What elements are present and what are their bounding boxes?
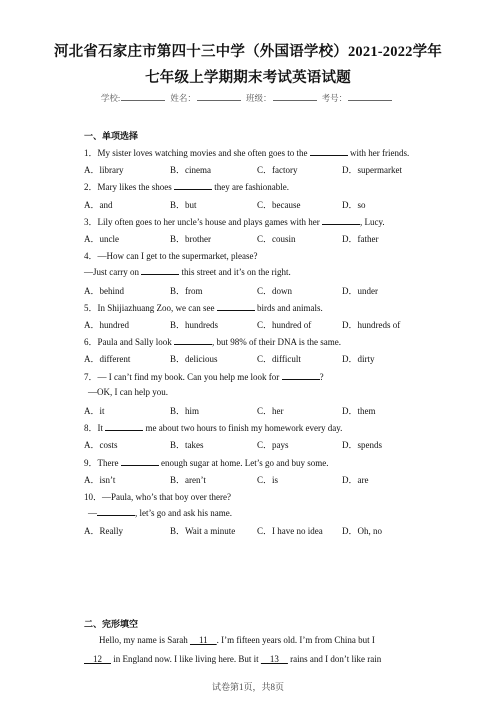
answer-option: B．hundreds [170, 320, 218, 330]
answer-option: D．under [342, 285, 378, 296]
class-blank [273, 92, 317, 101]
answer-option: A．hundred [84, 320, 129, 330]
answer-option: B．brother [170, 234, 211, 244]
question-stem: 7．— I can’t find my book. Can you help me look for ? [84, 371, 324, 382]
answer-option: D．supermarket [342, 165, 402, 176]
answer-option: C．factory [257, 165, 298, 176]
answer-blank [217, 302, 255, 311]
answer-option: A．isn’t [84, 474, 116, 485]
answer-option: D．dirty [342, 354, 375, 365]
answer-option: C．cousin [257, 234, 296, 244]
answer-option: B．cinema [170, 165, 211, 176]
answer-option: D．Oh, no [342, 526, 382, 537]
answer-option: C．pays [257, 440, 289, 451]
answer-option: A．behind [84, 285, 124, 296]
exam-no-label: 考号： [321, 93, 348, 103]
question-stem: 9．There enough sugar at home. Let’s go and buy some. [84, 457, 329, 468]
question-stem: 5．In Shijiazhuang Zoo, we can see birds and animals. [84, 302, 323, 313]
question-stem: 2．Mary likes the shoes they are fashionable. [84, 182, 289, 193]
answer-option: B．from [170, 285, 203, 296]
answer-blank [310, 147, 348, 156]
answer-option: C．difficult [257, 354, 301, 365]
answer-option: C．down [257, 285, 293, 296]
answer-option: A．it [84, 406, 105, 416]
answer-option: C．because [257, 199, 301, 210]
answer-blank [141, 266, 179, 275]
answer-option: B．Wait a minute [170, 526, 236, 537]
answer-option: B．aren’t [170, 474, 206, 485]
answer-blank [174, 336, 212, 345]
question-stem: 8．It me about two hours to finish my homework every day. [84, 423, 343, 434]
student-info-line [0, 92, 496, 104]
answer-option: C．I have no idea [257, 526, 323, 537]
school-blank [121, 92, 165, 101]
class-label: 班级： [245, 93, 272, 103]
answer-option: A．library [84, 165, 124, 176]
answer-option: B．takes [170, 440, 204, 451]
exam-no-blank [348, 92, 392, 101]
answer-option: A．uncle [84, 234, 119, 244]
name-blank [197, 92, 241, 101]
question-stem: 10．—Paula, who’s that boy over there? [84, 492, 231, 502]
name-label: 姓名： [170, 93, 196, 103]
answer-option: D．hundreds of [342, 320, 401, 330]
cloze-blank-number: 12 [84, 654, 111, 664]
answer-blank [322, 216, 360, 225]
answer-option: C．her [257, 406, 284, 416]
question-stem-continuation: — , let’s go and ask his name. [88, 508, 232, 519]
answer-blank [121, 457, 159, 466]
cloze-blank-number: 11 [189, 635, 217, 645]
question-stem: 4．—How can I get to the supermarket, please? [84, 251, 258, 262]
section-heading: 一、单项选择 [84, 131, 139, 141]
answer-option: D．them [342, 406, 376, 416]
cloze-text-line: 12 in England now. I like living here. But it 13 rains and I don’t like rain [84, 654, 382, 664]
question-stem: 1．My sister loves watching movies and she often goes to the with her friends. [84, 148, 410, 158]
answer-blank [97, 507, 135, 516]
answer-blank [282, 371, 320, 380]
exam-title-line1: 河北省石家庄市第四十三中学（外国语学校）2021-2022学年 [53, 44, 443, 60]
answer-option: A．costs [84, 440, 118, 451]
exam-title-line2: 七年级上学期期末考试英语试题 [145, 70, 351, 86]
question-stem: 6．Paula and Sally look , but 98% of their DNA is the same. [84, 337, 341, 348]
question-stem: 3．Lily often goes to her uncle’s house and plays games with her , Lucy. [84, 216, 385, 227]
answer-option: C．hundred of [257, 320, 312, 330]
answer-blank [174, 181, 212, 190]
school-label: 学校: [100, 93, 121, 103]
answer-option: A．Really [84, 526, 123, 537]
question-stem-continuation: —OK, I can help you. [88, 386, 168, 397]
cloze-text-line: Hello, my name is Sarah 11 . I’m fifteen years old. I’m from China but I [99, 635, 375, 645]
answer-option: D．are [342, 474, 369, 485]
answer-option: B．but [170, 199, 197, 210]
answer-option: C．is [257, 474, 279, 485]
answer-option: B．delicious [170, 354, 218, 365]
answer-blank [105, 422, 143, 431]
question-stem-continuation: —Just carry on this street and it’s on the right. [84, 267, 291, 278]
section-heading: 二、完形填空 [84, 619, 139, 629]
page-footer: 试卷第1页，共8页 [211, 682, 284, 692]
answer-option: D．so [342, 199, 366, 210]
answer-option: A．different [84, 354, 131, 365]
answer-option: D．spends [342, 440, 382, 451]
answer-option: A．and [84, 199, 113, 210]
cloze-blank-number: 13 [260, 654, 288, 664]
answer-option: D．father [342, 234, 379, 244]
answer-option: B．him [170, 406, 200, 416]
